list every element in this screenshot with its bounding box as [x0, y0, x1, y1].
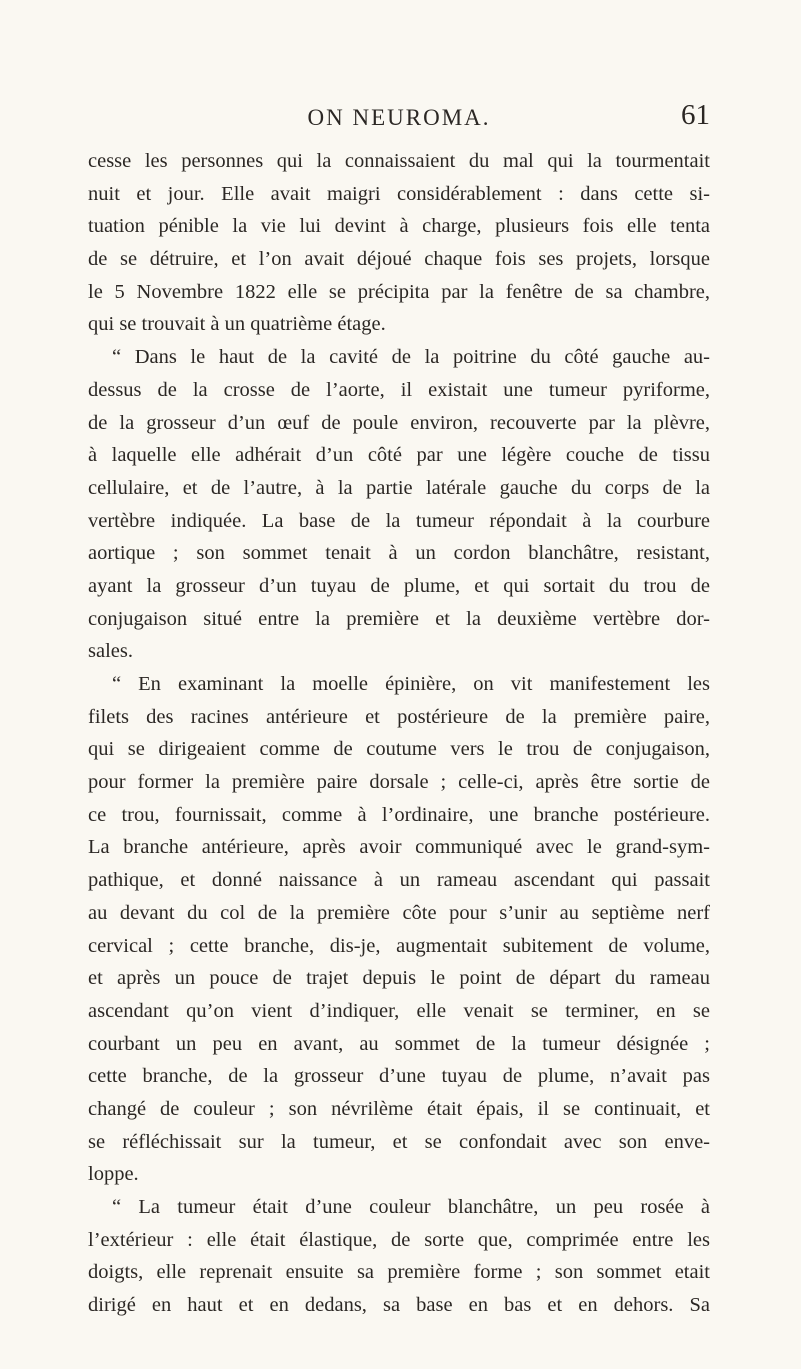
text-line: cervical ; cette branche, dis-je, augmentait subitement de volume, — [88, 934, 710, 957]
page-number: 61 — [681, 99, 710, 131]
body-text — [88, 145, 710, 1322]
text-line: à laquelle elle adhérait d’un côté par une légère couche de tissu — [88, 444, 710, 467]
text-line: qui se trouvait à un quatrième étage. — [88, 313, 386, 336]
paragraph — [88, 145, 710, 341]
text-line: qui se dirigeaient comme de coutume vers le trou de conjugaison, — [88, 738, 710, 761]
text-line: de la grosseur d’un œuf de poule environ, recouverte par la plèvre, — [88, 411, 710, 434]
text-line: “ La tumeur était d’une couleur blanchâtre, un peu rosée à — [112, 1196, 710, 1218]
text-line: pour former la première paire dorsale ; celle-ci, après être sortie de — [88, 771, 710, 794]
text-line: filets des racines antérieure et postérieure de la première paire, — [88, 705, 710, 728]
text-line: vertèbre indiquée. La base de la tumeur répondait à la courbure — [88, 509, 710, 532]
text-line: pathique, et donné naissance à un rameau ascendant qui passait — [88, 869, 710, 892]
text-line: conjugaison situé entre la première et la deuxième vertèbre dor- — [88, 607, 710, 630]
text-line: tuation pénible la vie lui devint à charge, plusieurs fois elle tenta — [88, 215, 710, 238]
text-line: changé de couleur ; son névrilème était épais, il se continuait, et — [88, 1097, 710, 1120]
text-line: loppe. — [88, 1163, 139, 1186]
text-line: au devant du col de la première côte pour s’unir au septième nerf — [88, 901, 710, 924]
text-line: “ En examinant la moelle épinière, on vit manifestement les — [112, 673, 710, 695]
text-line: doigts, elle reprenait ensuite sa première forme ; son sommet etait — [88, 1261, 710, 1284]
text-line: sales. — [88, 640, 133, 663]
text-line: ce trou, fournissait, comme à l’ordinaire, une branche postérieure. — [88, 803, 710, 826]
text-line: se réfléchissait sur la tumeur, et se confondait avec son enve- — [88, 1130, 710, 1153]
text-line: dirigé en haut et en dedans, sa base en bas et en dehors. Sa — [88, 1294, 710, 1317]
text-line: nuit et jour. Elle avait maigri considérablement : dans cette si- — [88, 182, 710, 205]
text-line: l’extérieur : elle était élastique, de sorte que, comprimée entre les — [88, 1228, 710, 1251]
text-line: et après un pouce de trajet depuis le point de départ du rameau — [88, 967, 710, 990]
text-line: cellulaire, et de l’autre, à la partie latérale gauche du corps de la — [88, 476, 710, 499]
paragraph — [88, 668, 710, 1191]
paragraph — [88, 341, 710, 668]
text-line: dessus de la crosse de l’aorte, il existait une tumeur pyriforme, — [88, 378, 710, 401]
text-line: ayant la grosseur d’un tuyau de plume, et qui sortait du trou de — [88, 574, 710, 597]
running-title: ON NEUROMA. — [307, 105, 491, 130]
text-line: le 5 Novembre 1822 elle se précipita par la fenêtre de sa chambre, — [88, 280, 710, 303]
text-line: aortique ; son sommet tenait à un cordon blanchâtre, resistant, — [88, 542, 710, 565]
text-line: “ Dans le haut de la cavité de la poitrine du côté gauche au- — [112, 346, 710, 369]
text-line: ascendant qu’on vient d’indiquer, elle venait se terminer, en se — [88, 999, 710, 1022]
text-line: cette branche, de la grosseur d’une tuyau de plume, n’avait pas — [88, 1065, 710, 1088]
text-line: cesse les personnes qui la connaissaient du mal qui la tourmentait — [88, 150, 710, 172]
text-line: La branche antérieure, après avoir communiqué avec le grand-sym- — [88, 836, 710, 859]
running-head — [88, 97, 710, 137]
text-line: de se détruire, et l’on avait déjoué chaque fois ses projets, lorsque — [88, 248, 710, 271]
text-line: courbant un peu en avant, au sommet de la tumeur désignée ; — [88, 1032, 710, 1055]
paragraph — [88, 1191, 710, 1322]
